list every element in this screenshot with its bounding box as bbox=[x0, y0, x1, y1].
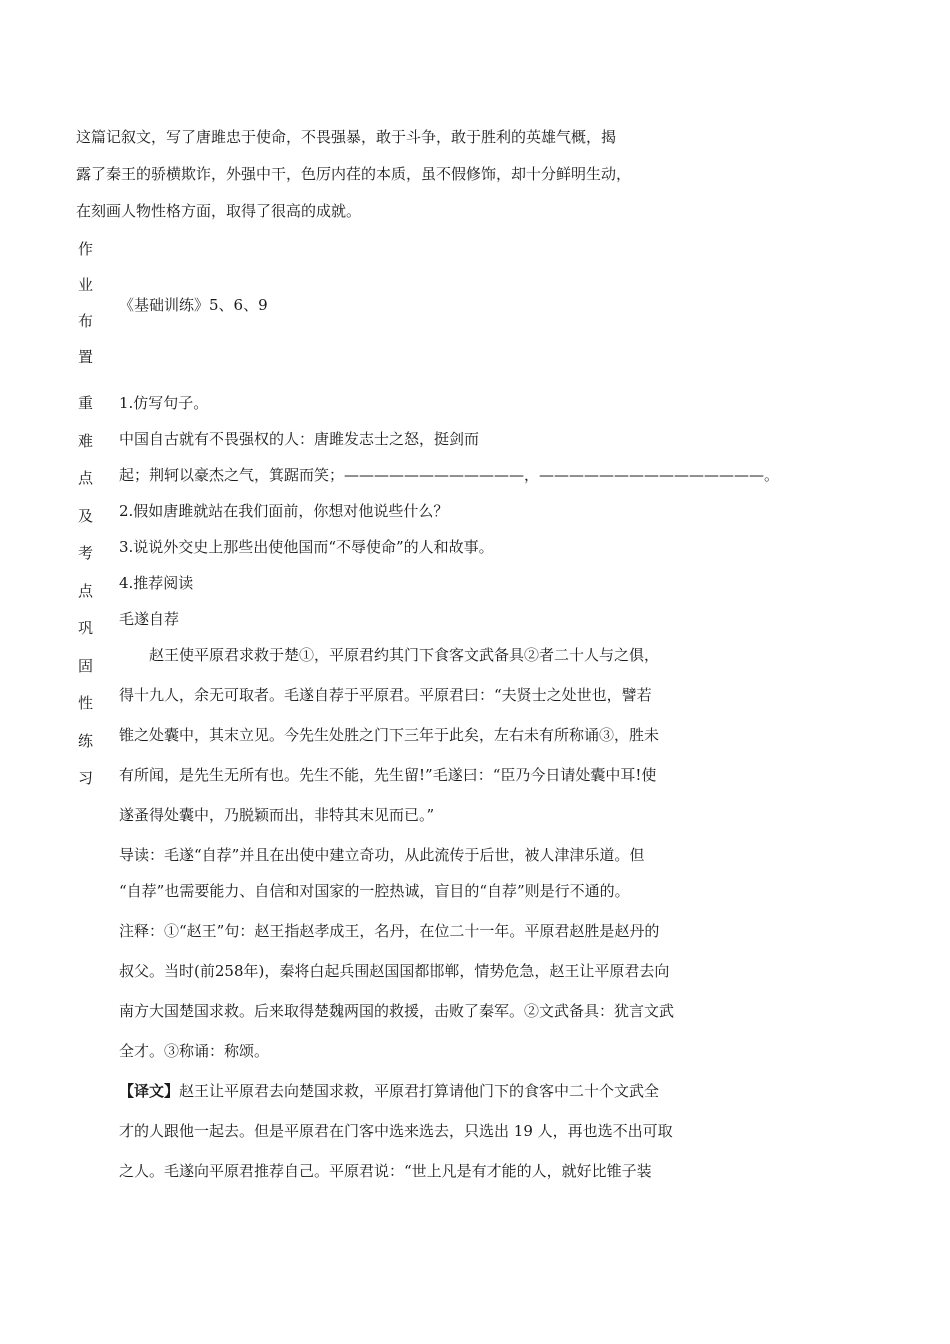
side-char: 点 bbox=[78, 469, 94, 487]
side-char: 布 bbox=[78, 312, 94, 330]
reading-line-4: 有所闻，是先生无所有也。先生不能，先生留!”毛遂曰：“臣乃今日请处囊中耳!使 bbox=[119, 766, 657, 784]
question-3: 3.说说外交史上那些出使他国而“不辱使命”的人和故事。 bbox=[119, 538, 494, 556]
note-line-4: 全才。③称诵：称颂。 bbox=[119, 1042, 270, 1060]
question-1: 1.仿写句子。 bbox=[119, 394, 209, 412]
intro-paragraph bbox=[76, 124, 756, 235]
translation-label: 【译文】 bbox=[119, 1082, 180, 1100]
side-char: 巩 bbox=[78, 619, 94, 637]
reading-line-1: 赵王使平原君求救于楚①，平原君约其门下食客文武备具②者二十人与之俱， bbox=[149, 646, 660, 664]
intro-line-2: 露了秦王的骄横欺诈，外强中干，色厉内荏的本质，虽不假修饰，却十分鲜明生动， bbox=[76, 165, 632, 183]
translation-line-3: 之人。毛遂向平原君推荐自己。平原君说：“世上凡是有才能的人，就好比锥子装 bbox=[119, 1162, 652, 1180]
reading-line-5: 遂蚤得处囊中，乃脱颖而出，非特其末见而已。” bbox=[119, 806, 435, 824]
side-char: 考 bbox=[78, 544, 94, 562]
question-4: 4.推荐阅读 bbox=[119, 574, 194, 592]
reading-title: 毛遂自荐 bbox=[119, 610, 180, 628]
side-char: 练 bbox=[78, 731, 94, 750]
side-char: 业 bbox=[78, 276, 94, 294]
side-char: 习 bbox=[78, 769, 94, 787]
translation-line-2: 才的人跟他一起去。但是平原君在门客中选来选去，只选出 19 人，再也选不出可取 bbox=[119, 1122, 673, 1140]
note-line-1: 注释：①“赵王”句：赵王指赵孝成王，名丹，在位二十一年。平原君赵胜是赵丹的 bbox=[119, 922, 660, 940]
note-line-3: 南方大国楚国求救。后来取得楚魏两国的救援，击败了秦军。②文武备具：犹言文武 bbox=[119, 1002, 675, 1020]
translation-line-1 bbox=[119, 1078, 759, 1118]
question-2: 2.假如唐雎就站在我们面前，你想对他说些什么？ bbox=[119, 502, 449, 520]
guide-line-1: 导读：毛遂“自荐”并且在出使中建立奇功，从此流传于后世，被人津津乐道。但 bbox=[119, 846, 645, 864]
homework-text: 《基础训练》5、6、9 bbox=[119, 296, 268, 314]
review-content bbox=[119, 390, 780, 1198]
side-char: 难 bbox=[78, 431, 94, 450]
review-side-label bbox=[78, 390, 98, 803]
intro-line-1: 这篇记叙文，写了唐雎忠于使命，不畏强暴，敢于斗争，敢于胜利的英雄气概，揭 bbox=[76, 128, 617, 146]
homework-side-label bbox=[78, 236, 98, 380]
side-char: 重 bbox=[78, 394, 94, 412]
side-char: 及 bbox=[78, 506, 94, 525]
note-line-2: 叔父。当时(前258年)，秦将白起兵围赵国国都邯郸，情势危急，赵王让平原君去向 bbox=[119, 962, 670, 980]
guide-line-2: “自荐”也需要能力、自信和对国家的一腔热诚，盲目的“自荐”则是行不通的。 bbox=[119, 882, 630, 900]
reading-line-2: 得十九人，余无可取者。毛遂自荐于平原君。平原君曰：“夫贤士之处世也，譬若 bbox=[119, 686, 652, 704]
side-char: 性 bbox=[78, 694, 94, 712]
side-char: 置 bbox=[78, 348, 94, 366]
translation-text: 赵王让平原君去向楚国求救，平原君打算请他门下的食客中二十个文武全 bbox=[179, 1082, 660, 1100]
question-1-line-2: 起；荆轲以豪杰之气，箕踞而笑；————————————，———————————————。 bbox=[119, 466, 780, 484]
question-1-line-1: 中国自古就有不畏强权的人：唐雎发志士之怒，挺剑而 bbox=[119, 430, 480, 448]
side-char: 固 bbox=[78, 656, 94, 675]
side-char: 点 bbox=[78, 581, 94, 600]
intro-line-3: 在刻画人物性格方面，取得了很高的成就。 bbox=[76, 202, 362, 220]
reading-line-3: 锥之处囊中，其末立见。今先生处胜之门下三年于此矣，左右未有所称诵③，胜未 bbox=[119, 726, 660, 744]
side-char: 作 bbox=[78, 240, 94, 258]
